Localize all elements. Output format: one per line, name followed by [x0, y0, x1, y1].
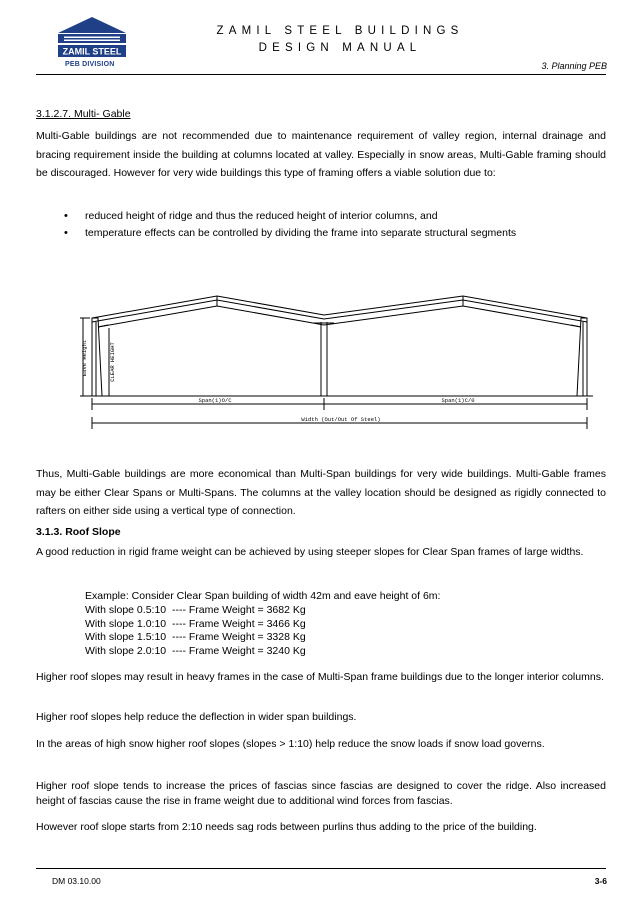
- roof-slope-paragraph: Higher roof slopes help reduce the deflection in wider span buildings.: [36, 711, 357, 723]
- manual-title: ZAMIL STEEL BUILDINGS: [216, 25, 464, 37]
- multi-gable-paragraph: Multi-Gable buildings are not recommended due to maintenance requirement of valley region, internal drainage and bracing requirement inside the building at columns located at valley. Especially in snow areas, Multi-Gable framing should be discouraged. However for very wide buildings this type of framing offers a viable solution due to:: [36, 130, 606, 179]
- span-left-label: Span(1)O/C: [198, 397, 232, 404]
- section-heading-multi-gable: 3.1.2.7. Multi- Gable: [36, 108, 131, 120]
- example-title: Example: Consider Clear Span building of width 42m and eave height of 6m:: [85, 590, 441, 602]
- division-label: PEB DIVISION: [65, 61, 115, 68]
- roof-slope-paragraph: However roof slope starts from 2:10 needs sag rods between purlins thus adding to the price of the building.: [36, 821, 537, 833]
- roof-slope-intro: A good reduction in rigid frame weight can be achieved by using steeper slopes for Clear Span frames of large widths.: [36, 546, 584, 558]
- bullet-item: • temperature effects can be controlled by dividing the frame into separate structural segments: [36, 225, 606, 242]
- example-line: With slope 1.0:10 ---- Frame Weight = 3466 Kg: [85, 617, 306, 630]
- example-line: With slope 0.5:10 ---- Frame Weight = 3682 Kg: [85, 603, 306, 616]
- multi-gable-bullets: [36, 208, 606, 242]
- clear-height-label: CLEAR HEIGHT: [109, 342, 116, 382]
- example-line: With slope 1.5:10 ---- Frame Weight = 3328 Kg: [85, 631, 306, 644]
- document-code: DM 03.10.00: [52, 876, 101, 886]
- bullet-item: • reduced height of ridge and thus the reduced height of interior columns, and: [36, 208, 606, 225]
- multi-gable-frame-diagram: [78, 292, 604, 432]
- roof-slope-example: [85, 590, 605, 659]
- multi-gable-conclusion-paragraph: Thus, Multi-Gable buildings are more economical than Multi-Span buildings for very wide buildings. Multi-Gable frames may be either Clear Spans or Multi-Spans. The columns at the valley location should be designed as rigidly connected to rafters on either side using a vertical type of connection.: [36, 468, 606, 517]
- manual-subtitle: DESIGN MANUAL: [258, 42, 422, 54]
- section-heading-roof-slope: 3.1.3. Roof Slope: [36, 526, 121, 538]
- footer-divider: [36, 868, 606, 869]
- roof-slope-paragraph: Higher roof slope tends to increase the prices of fascias since fascias are designed to cover the ridge. Also increased height of fascias cause the rise in frame weight due to additional wind forces from fascias.: [36, 780, 606, 807]
- eave-height-label: Eave Height: [81, 339, 88, 377]
- header-divider: [36, 74, 606, 75]
- page-number: 3-6: [594, 876, 607, 886]
- logo-text: ZAMIL STEEL: [62, 46, 122, 57]
- example-line: With slope 2.0:10 ---- Frame Weight = 3240 Kg: [85, 645, 306, 658]
- chapter-label: 3. Planning PEB: [541, 61, 607, 71]
- roof-slope-paragraph: Higher roof slopes may result in heavy frames in the case of Multi-Span frame buildings due to the longer interior columns.: [36, 671, 604, 683]
- roof-slope-paragraph: In the areas of high snow higher roof slopes (slopes > 1:10) help reduce the snow loads if snow load governs.: [36, 738, 545, 750]
- width-label: Width (Out/Out Of Steel): [301, 416, 381, 423]
- span-right-label: Span(1)C/0: [441, 397, 475, 404]
